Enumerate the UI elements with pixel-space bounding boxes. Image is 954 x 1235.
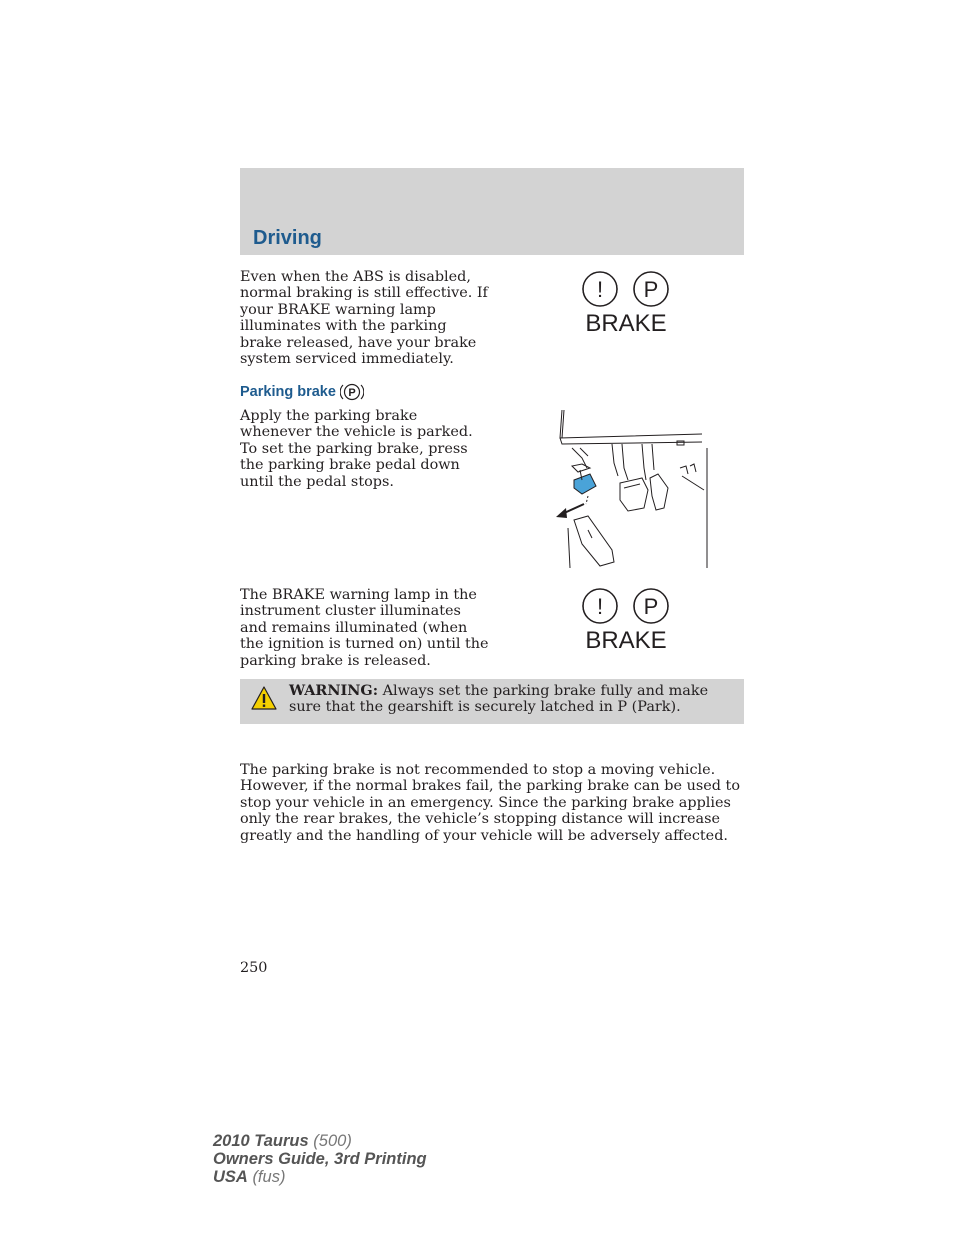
not-recommended-paragraph: The parking brake is not recommended to stop a moving vehicle. However, if the normal brakes fail, the parking brake can be used to stop your vehicle in an emergency. Since the parking brake applies only the rear brakes, the vehicle’s stopping distance will increase greatly and the handling of your vehicle will be adversely affected. <box>240 762 740 844</box>
svg-text:P: P <box>348 387 356 399</box>
section-title: Driving <box>253 227 322 249</box>
warning-triangle-icon <box>250 685 278 711</box>
footer-guide: Owners Guide, 3rd Printing <box>213 1150 427 1168</box>
footer-region: USA <box>213 1168 248 1186</box>
warning-box <box>240 679 744 724</box>
lamp-p: P <box>643 594 659 619</box>
footer-model-code: (500) <box>313 1132 352 1150</box>
warning-label: WARNING: <box>289 682 379 699</box>
parking-brake-p-icon <box>340 382 364 402</box>
lamp-exclaim: ! <box>596 277 604 302</box>
brake-warning-lamp-icon <box>578 270 678 336</box>
lamp-exclaim: ! <box>596 594 604 619</box>
lamp-p: P <box>643 277 659 302</box>
document-footer <box>213 1132 427 1186</box>
apply-brake-paragraph: Apply the parking brake whenever the vehicle is parked. To set the parking brake, press the parking brake pedal down until the pedal stops. <box>240 408 473 490</box>
page-number: 250 <box>240 960 268 976</box>
footer-model: 2010 Taurus <box>213 1132 309 1150</box>
warning-message: Always set the parking brake fully and make sure that the gearshift is securely latched in P (Park). <box>289 683 709 716</box>
subheading-label: Parking brake <box>240 384 336 400</box>
section-header-band <box>240 168 744 255</box>
lamp-brake-label: BRAKE <box>585 627 667 653</box>
lamp-brake-label: BRAKE <box>585 310 667 336</box>
abs-note-paragraph: Even when the ABS is disabled, normal braking is still effective. If your BRAKE warning lamp illuminates with the parking brake released, have your brake system serviced immediately. <box>240 269 488 368</box>
footer-region-code: (fus) <box>252 1168 286 1186</box>
brake-warning-lamp-icon-2 <box>578 587 678 653</box>
parking-brake-pedal-illustration <box>552 408 712 573</box>
warning-text <box>289 683 729 716</box>
parking-brake-subheading <box>240 382 364 402</box>
warning-lamp-paragraph: The BRAKE warning lamp in the instrument cluster illuminates and remains illuminated (when the ignition is turned on) until the parking brake is released. <box>240 587 489 669</box>
